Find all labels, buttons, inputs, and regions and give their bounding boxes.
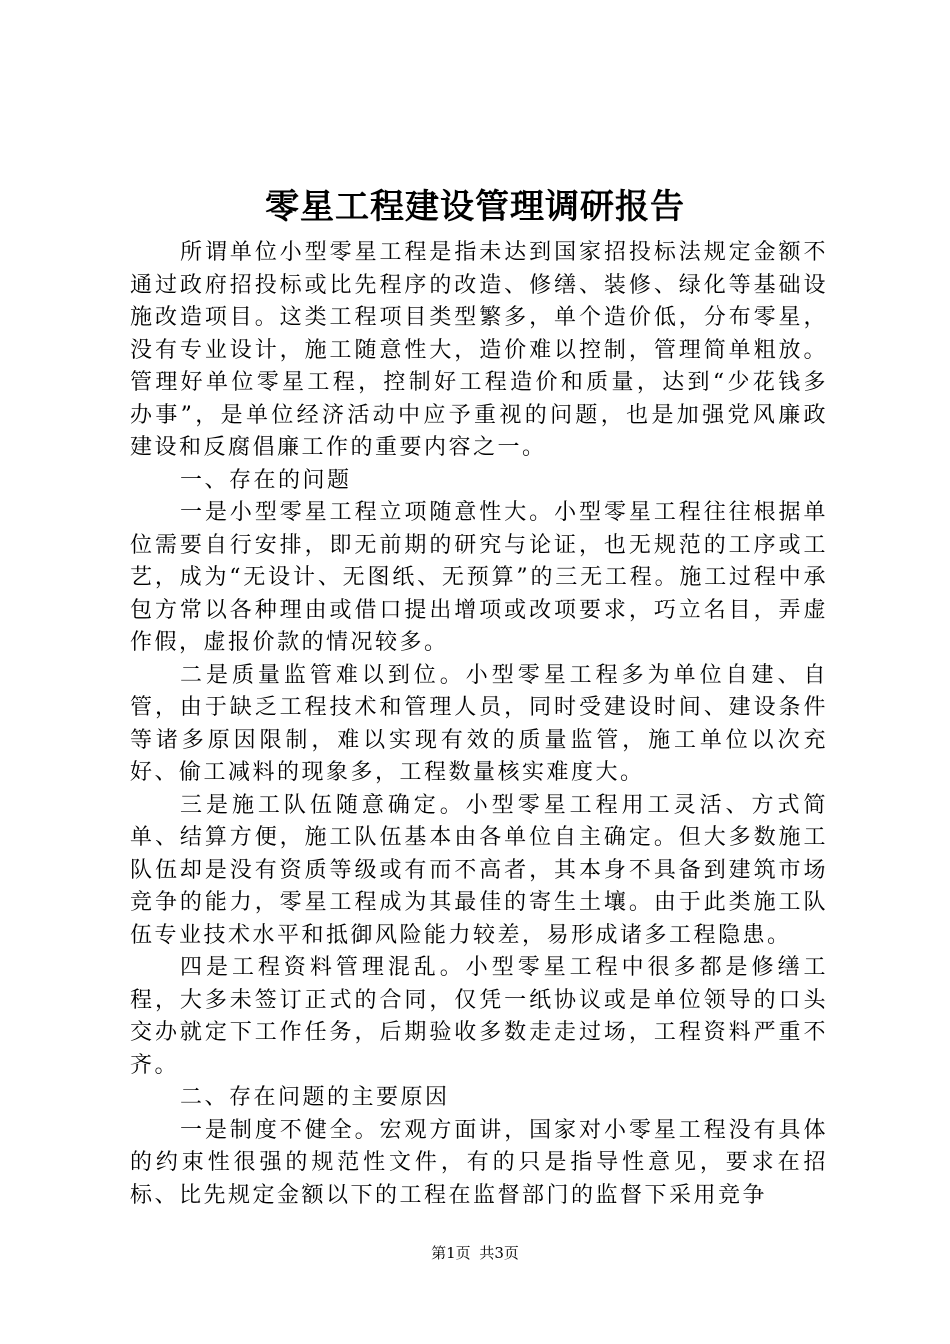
page-number: 第1页 <box>431 1244 471 1262</box>
document-title: 零星工程建设管理调研报告 <box>265 187 685 227</box>
paragraph-problem-2: 二是质量监管难以到位。小型零星工程多为单位自建、自管，由于缺乏工程技术和管理人员，同时受建设时间、建设条件等诸多原因限制，难以实现有效的质量监管，施工单位以次充好、偷工减料的现象多，工程数量核实难度大。 <box>130 662 828 785</box>
page-total: 共3页 <box>479 1244 519 1262</box>
paragraph-problem-1: 一是小型零星工程立项随意性大。小型零星工程往往根据单位需要自行安排，即无前期的研究与论证，也无规范的工序或工艺，成为“无设计、无图纸、无预算”的三无工程。施工过程中承包方常以各种理由或借口提出增项或改项要求，巧立名目，弄虚作假，虚报价款的情况较多。 <box>130 500 828 655</box>
document-body <box>130 237 828 1212</box>
paragraph-intro: 所谓单位小型零星工程是指未达到国家招投标法规定金额不通过政府招投标或比先程序的改造、修缮、装修、绿化等基础设施改造项目。这类工程项目类型繁多，单个造价低，分布零星，没有专业设计，施工随意性大，造价难以控制，管理简单粗放。管理好单位零星工程，控制好工程造价和质量，达到“少花钱多办事”，是单位经济活动中应予重视的问题，也是加强党风廉政建设和反腐倡廉工作的重要内容之一。 <box>130 240 828 460</box>
page-footer <box>0 1243 950 1263</box>
paragraph-problem-3: 三是施工队伍随意确定。小型零星工程用工灵活、方式简单、结算方便，施工队伍基本由各单位自主确定。但大多数施工队伍却是没有资质等级或有而不高者，其本身不具备到建筑市场竞争的能力，零星工程成为其最佳的寄生土壤。由于此类施工队伍专业技术水平和抵御风险能力较差，易形成诸多工程隐患。 <box>130 792 828 948</box>
section-heading-problems: 一、存在的问题 <box>180 467 352 493</box>
paragraph-problem-4: 四是工程资料管理混乱。小型零星工程中很多都是修缮工程，大多未签订正式的合同，仅凭一纸协议或是单位领导的口头交办就定下工作任务，后期验收多数走走过场，工程资料严重不齐。 <box>130 955 828 1078</box>
paragraph-cause-1: 一是制度不健全。宏观方面讲，国家对小零星工程没有具体的约束性很强的规范性文件，有的只是指导性意见，要求在招标、比先规定金额以下的工程在监督部门的监督下采用竞争 <box>130 1117 828 1208</box>
section-heading-causes: 二、存在问题的主要原因 <box>180 1085 450 1110</box>
